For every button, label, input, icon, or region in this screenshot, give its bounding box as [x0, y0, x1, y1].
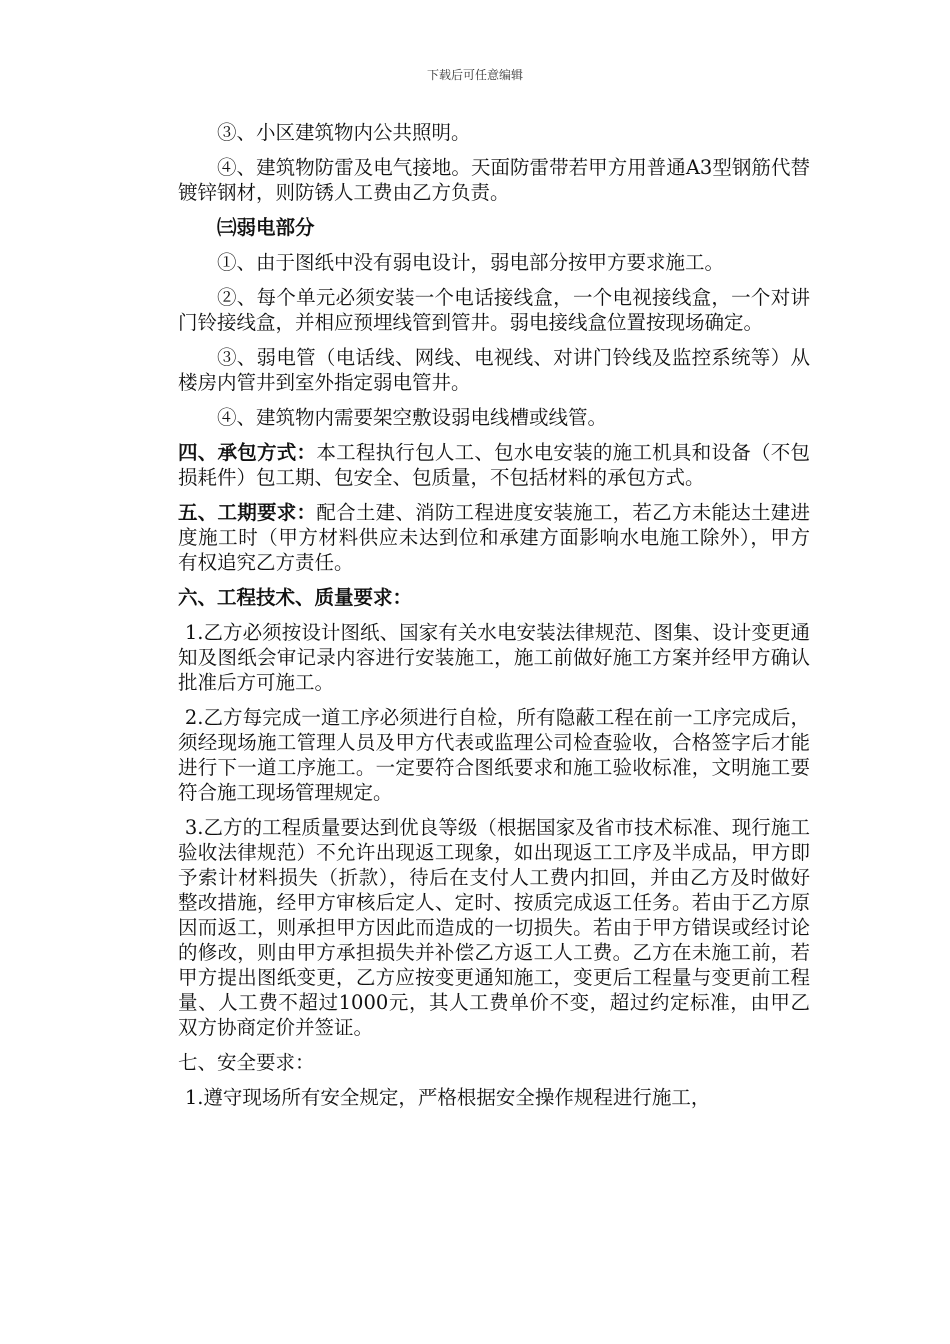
section-label-schedule: 五、工期要求：: [178, 501, 317, 524]
section-heading-safety: 七、安全要求：: [178, 1051, 315, 1074]
section-text-contract-method: 本工程执行包人工、包水电安装的施工机具和设备（不包损耗件）包工期、包安全、包质量，不包括材料的承包方式。: [178, 441, 810, 489]
section-label-contract-method: 四、承包方式：: [178, 441, 317, 464]
paragraph-weak-current-1: ①、由于图纸中没有弱电设计，弱电部分按甲方要求施工。: [217, 251, 725, 274]
paragraph-weak-current-4: ④、建筑物内需要架空敷设弱电线槽或线管。: [217, 406, 608, 429]
paragraph-contract-method: [178, 440, 810, 490]
paragraph-weak-current-3: ③、弱电管（电话线、网线、电视线、对讲门铃线及监控系统等）从楼房内管井到室外指定弱电管井。: [178, 346, 810, 394]
section-heading-weak-current: ㈢弱电部分: [217, 216, 315, 239]
paragraph-safety-1: 1.遵守现场所有安全规定，严格根据安全操作规程进行施工，: [184, 1086, 711, 1109]
section-heading-quality: 六、工程技术、质量要求：: [178, 586, 413, 609]
paragraph-quality-1: 1.乙方必须按设计图纸、国家有关水电安装法律规范、图集、设计变更通知及图纸会审记录内容进行安装施工，施工前做好施工方案并经甲方确认批准后方可施工。: [178, 621, 810, 694]
page-header: 下载后可任意编辑: [426, 68, 523, 82]
paragraph-lighting: ③、小区建筑物内公共照明。: [217, 121, 471, 144]
document-body: [178, 120, 810, 1120]
paragraph-schedule: [178, 500, 810, 575]
paragraph-quality-2: 2.乙方每完成一道工序必须进行自检，所有隐蔽工程在前一工序完成后，须经现场施工管理人员及甲方代表或监理公司检查验收，合格签字后才能进行下一道工序施工。一定要符合图纸要求和施工验收标准，文明施工要符合施工现场管理规定。: [178, 706, 810, 804]
paragraph-lightning-protection: ④、建筑物防雷及电气接地。天面防雷带若甲方用普通A3型钢筋代替镀锌钢材，则防锈人工费由乙方负责。: [178, 156, 810, 204]
paragraph-weak-current-2: ②、每个单元必须安装一个电话接线盒，一个电视接线盒，一个对讲门铃接线盒，并相应预埋线管到管井。弱电接线盒位置按现场确定。: [178, 286, 810, 334]
section-text-schedule: 配合土建、消防工程进度安装施工，若乙方未能达土建进度施工时（甲方材料供应未达到位和承建方面影响水电施工除外），甲方有权追究乙方责任。: [178, 501, 810, 574]
paragraph-quality-3: 3.乙方的工程质量要达到优良等级（根据国家及省市技术标准、现行施工验收法律规范）不允许出现返工现象，如出现返工工序及半成品，甲方即予索计材料损失（折款），待后在支付人工费内扣回，并由乙方及时做好整改措施，经甲方审核后定人、定时、按质完成返工任务。若由于乙方原因而返工，则承担甲方因此而造成的一切损失。若由于甲方错误或经讨论的修改，则由甲方承担损失并补偿乙方返工人工费。乙方在未施工前，若甲方提出图纸变更，乙方应按变更通知施工，变更后工程量与变更前工程量、人工费不超过1000元，其人工费单价不变，超过约定标准，由甲乙双方协商定价并签证。: [178, 816, 810, 1039]
